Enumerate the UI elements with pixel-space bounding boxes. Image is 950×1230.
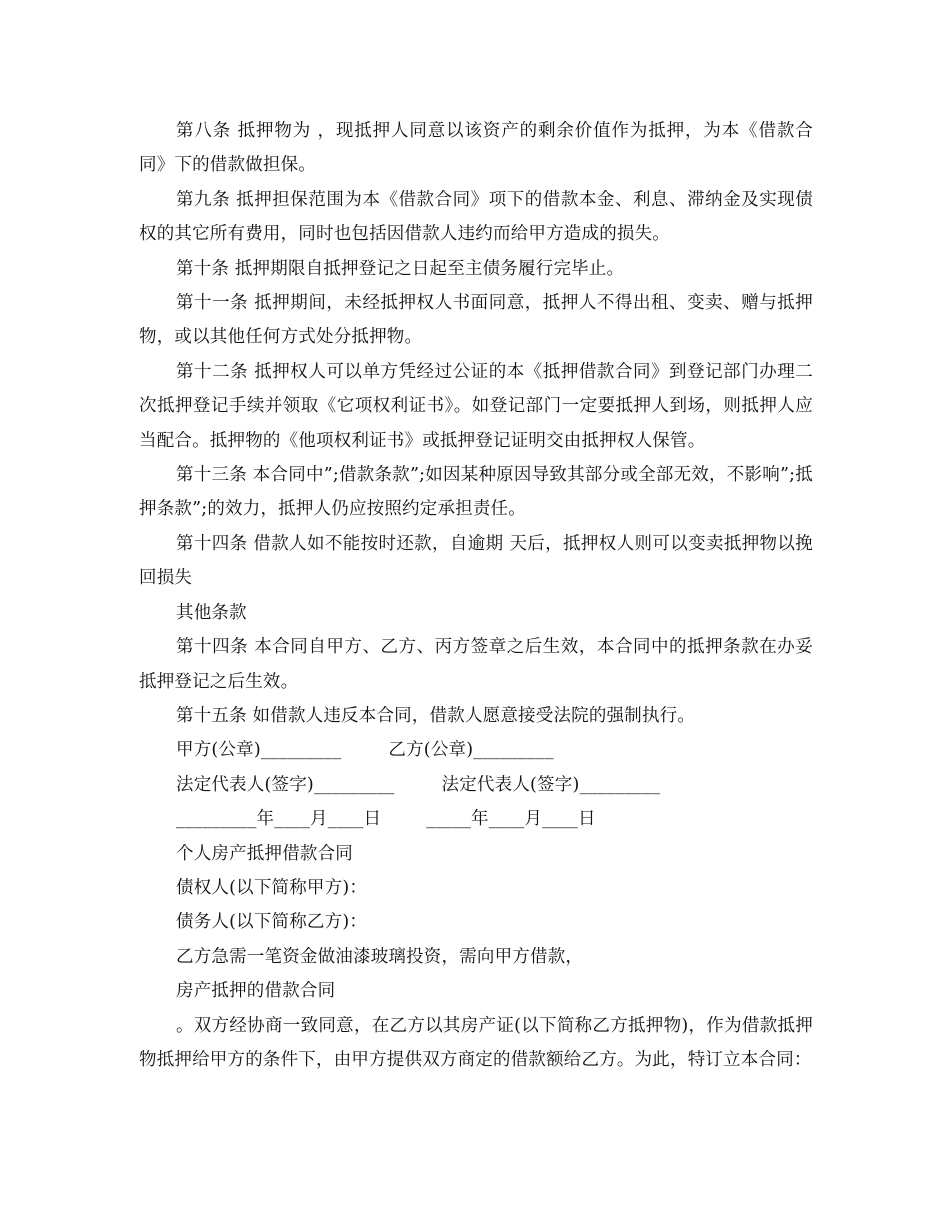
article-8: 第八条 抵押物为 ，现抵押人同意以该资产的剩余价值作为抵押，为本《借款合同》下的借款做担保。: [139, 121, 813, 176]
document-body: [139, 114, 813, 1077]
seal-row: [139, 733, 813, 767]
article-10: 第十条 抵押期限自抵押登记之日起至主债务履行完毕止。: [176, 258, 625, 279]
party-b-date-line: _____年____月____日: [426, 809, 596, 830]
other-terms-heading: 其他条款: [176, 602, 247, 623]
creditor-line: 债权人(以下简称甲方)：: [176, 877, 368, 898]
party-b-representative-line: 法定代表人(签字)_________: [441, 774, 661, 795]
debtor-line: 债务人(以下简称乙方)：: [176, 912, 368, 933]
article-13: 第十三条 本合同中”;借款条款”;如因某种原因导致其部分或全部无效，不影响”;抵押条款”;的效力，抵押人仍应按照约定承担责任。: [139, 465, 813, 520]
article-15: 第十五条 如借款人违反本合同，借款人愿意接受法院的强制执行。: [176, 705, 696, 726]
second-contract-subtitle: 房产抵押的借款合同: [176, 981, 336, 1002]
article-14-effect: 第十四条 本合同自甲方、乙方、丙方签章之后生效，本合同中的抵押条款在办妥抵押登记之后生效。: [139, 637, 813, 692]
representative-row: [139, 768, 813, 802]
date-row: [139, 802, 813, 836]
second-contract-title: 个人房产抵押借款合同: [176, 843, 353, 864]
party-a-seal-line: 甲方(公章)_________: [176, 740, 342, 761]
agreement-clause: 。双方经协商一致同意，在乙方以其房产证(以下简称乙方抵押物)，作为借款抵押物抵押给甲方的条件下，由甲方提供双方商定的借款额给乙方。为此，特订立本合同：: [139, 1015, 813, 1070]
article-12: 第十二条 抵押权人可以单方凭经过公证的本《抵押借款合同》到登记部门办理二次抵押登记手续并领取《它项权利证书》。如登记部门一定要抵押人到场，则抵押人应当配合。抵押物的《他项权利证书》或抵押登记证明交由抵押权人保管。: [139, 361, 813, 451]
article-14-repayment: 第十四条 借款人如不能按时还款，自逾期 天后，抵押权人则可以变卖抵押物以挽回损失: [139, 533, 813, 589]
party-b-seal-line: 乙方(公章)_________: [388, 740, 554, 761]
party-a-representative-line: 法定代表人(签字)_________: [176, 774, 395, 795]
party-a-date-line: _________年____月____日: [176, 809, 382, 830]
loan-purpose: 乙方急需一笔资金做油漆玻璃投资，需向甲方借款，: [176, 946, 584, 967]
article-9: 第九条 抵押担保范围为本《借款合同》项下的借款本金、利息、滞纳金及实现债权的其它所有费用，同时也包括因借款人违约而给甲方造成的损失。: [139, 189, 813, 245]
article-11: 第十一条 抵押期间，未经抵押权人书面同意，抵押人不得出租、变卖、赠与抵押物，或以其他任何方式处分抵押物。: [139, 293, 813, 348]
